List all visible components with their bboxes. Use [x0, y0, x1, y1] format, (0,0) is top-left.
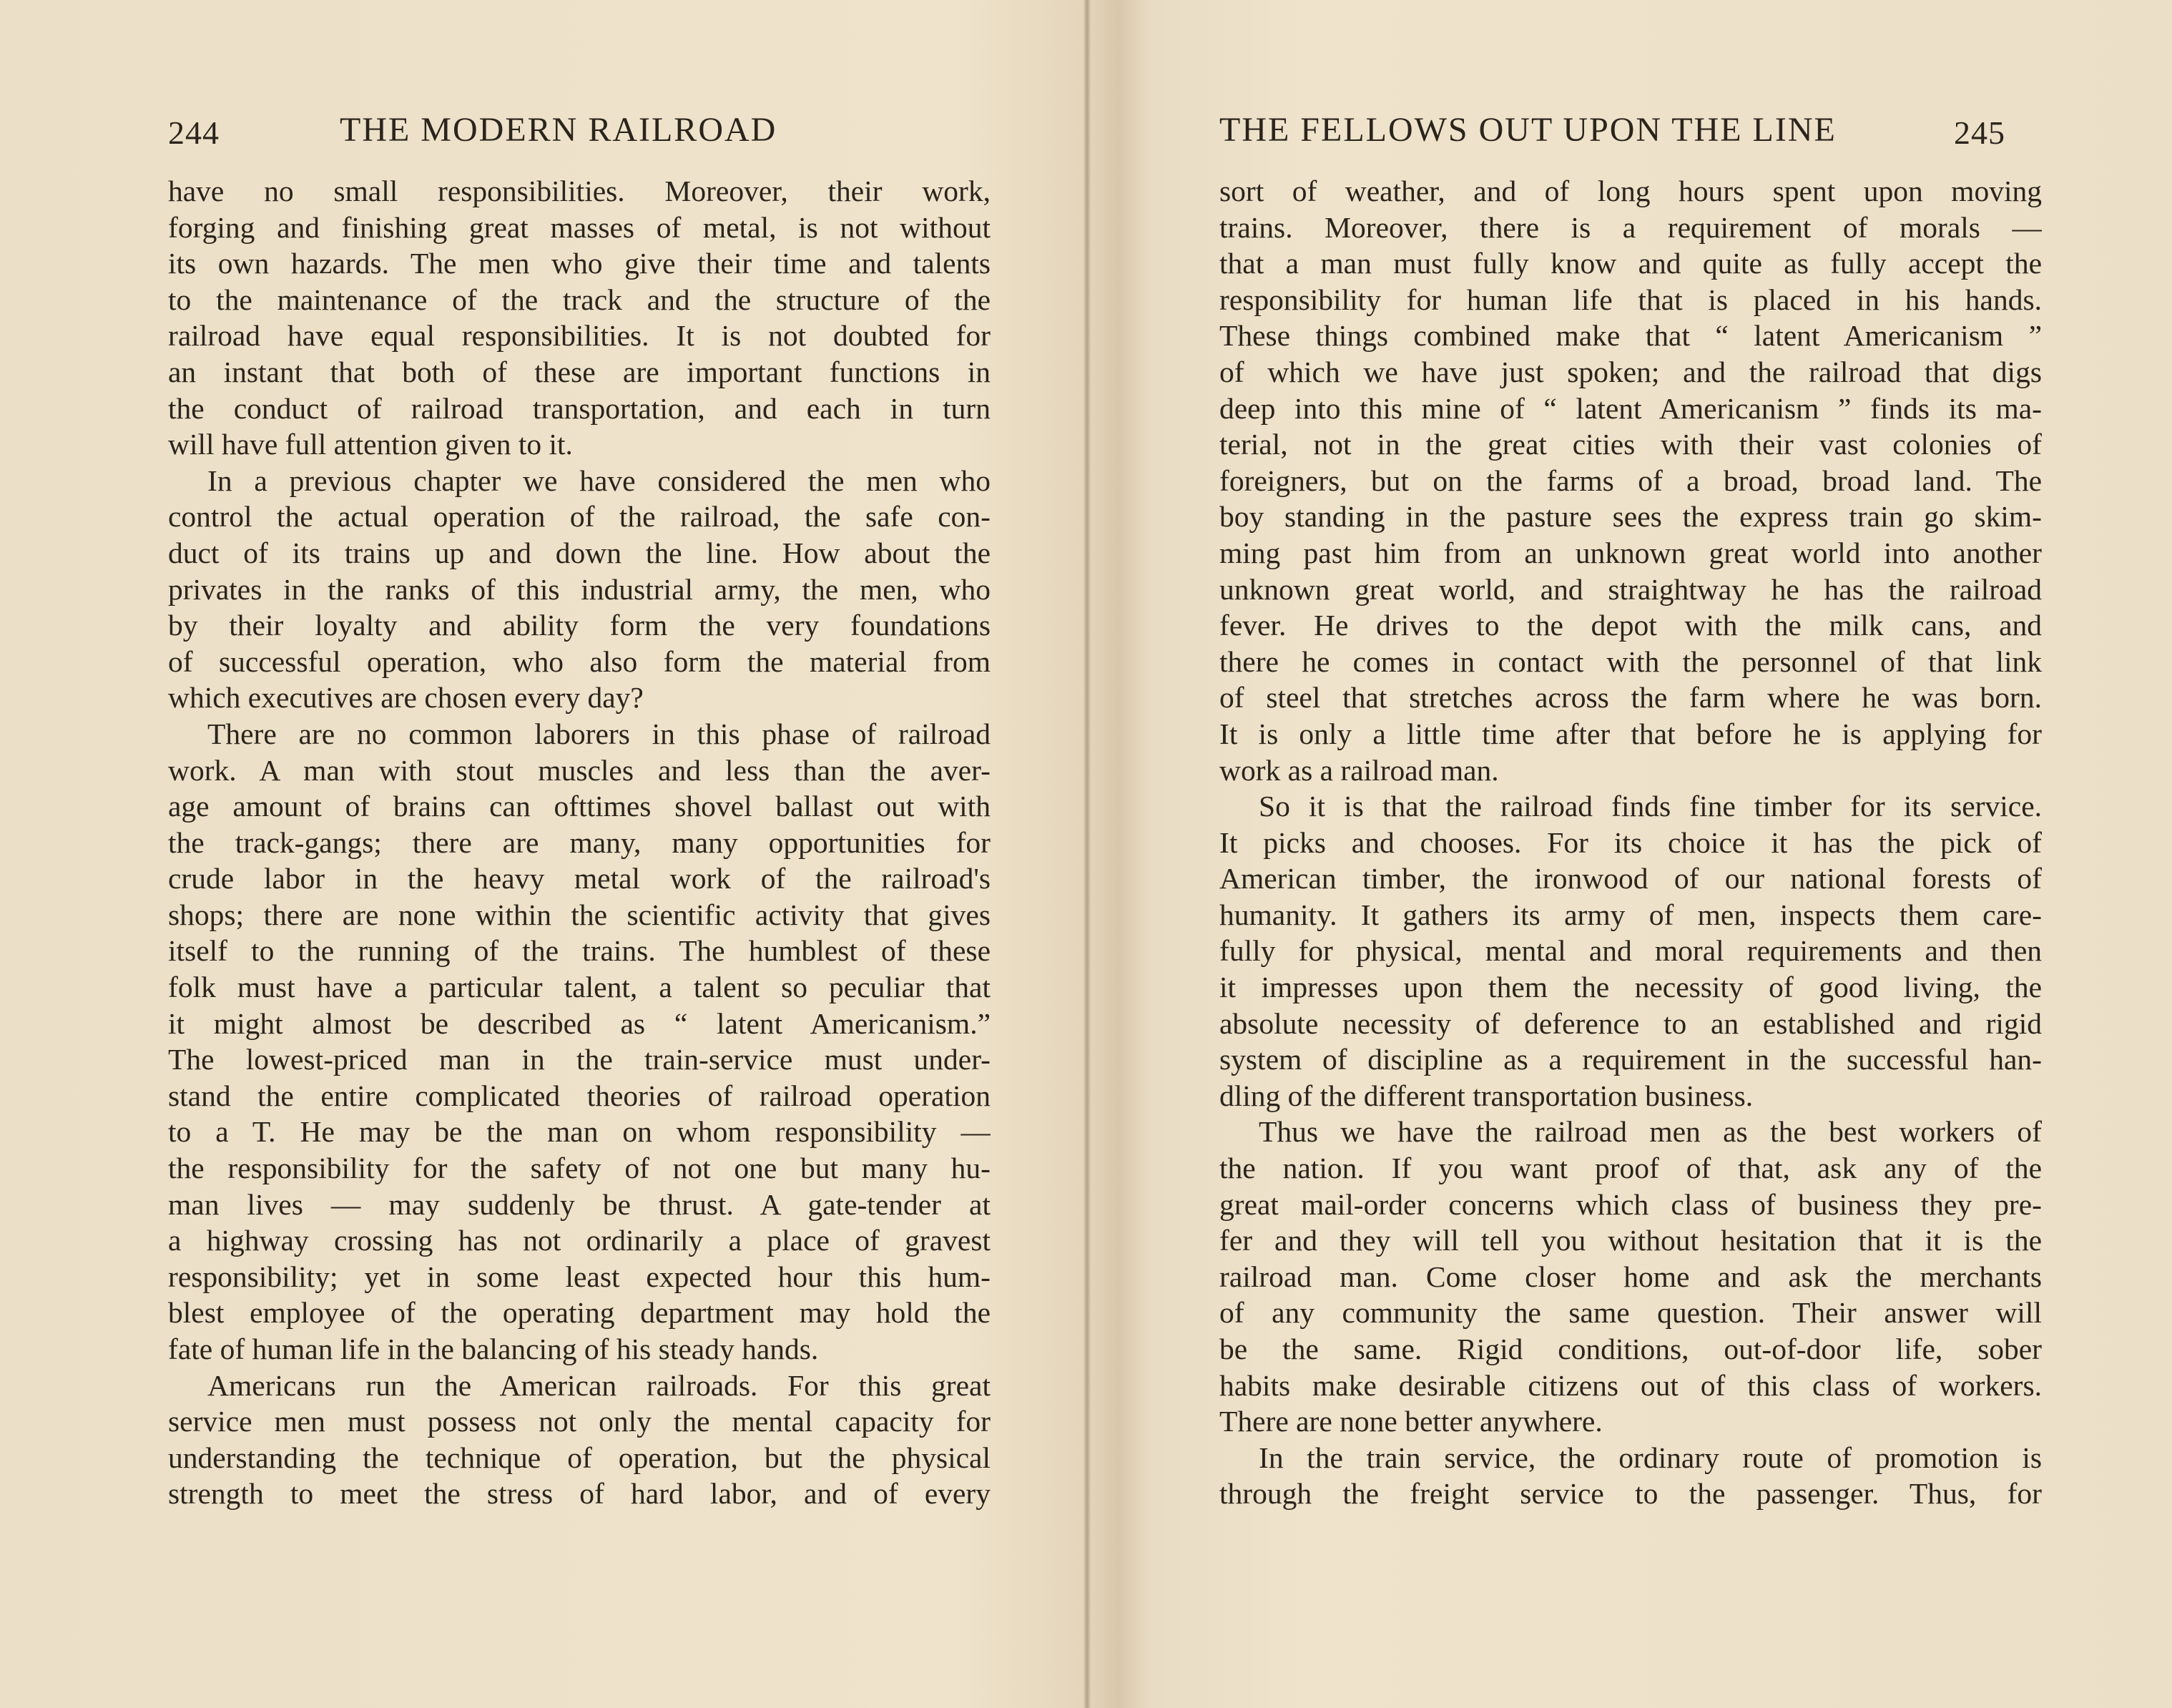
text-line: The lowest-priced man in the train-service must under-	[168, 1043, 991, 1076]
text-line: have no small responsibilities. Moreover, their work,	[168, 175, 991, 207]
left-page-number: 244	[168, 114, 220, 151]
text-line: age amount of brains can ofttimes shovel ballast out with	[168, 790, 991, 823]
text-line: the nation. If you want proof of that, ask any of the	[1219, 1152, 2042, 1185]
text-line: humanity. It gathers its army of men, inspects them care-	[1219, 898, 2042, 931]
text-line: American timber, the ironwood of our national forests of	[1219, 862, 2042, 895]
text-line: duct of its trains up and down the line. How about the	[168, 536, 991, 569]
text-line: dling of the different transportation business.	[1219, 1079, 1754, 1112]
text-line: fer and they will tell you without hesitation that it is the	[1219, 1224, 2042, 1257]
text-line: understanding the technique of operation, but the physical	[168, 1440, 991, 1474]
text-line: work as a railroad man.	[1219, 753, 1499, 787]
text-line: man lives — may suddenly be thrust. A gate-tender at	[168, 1187, 991, 1221]
text-line: It picks and chooses. For its choice it has the pick of	[1219, 825, 2042, 859]
text-line: strength to meet the stress of hard labor, and of every	[168, 1477, 991, 1511]
text-line: railroad have equal responsibilities. It is not doubted for	[168, 319, 991, 353]
text-line: blest employee of the operating department may hold the	[168, 1296, 991, 1330]
text-line: through the freight service to the passenger. Thus, for	[1219, 1477, 2042, 1511]
left-page-header	[168, 107, 991, 153]
left-running-head: THE MODERN RAILROAD	[340, 111, 777, 149]
text-line: crude labor in the heavy metal work of the railroad's	[168, 862, 991, 895]
text-line: itself to the running of the trains. The humblest of these	[168, 934, 991, 968]
right-page	[1091, 0, 2172, 1708]
text-line: by their loyalty and ability form the very foundations	[168, 609, 991, 642]
text-line: of successful operation, who also form the material from	[168, 644, 991, 678]
text-line: which executives are chosen every day?	[168, 681, 644, 715]
text-line: it might almost be described as “ latent Americanism.”	[168, 1006, 991, 1040]
text-line: It is only a little time after that before he is applying for	[1219, 717, 2042, 750]
text-line: In the train service, the ordinary route of promotion is	[1259, 1440, 2042, 1474]
text-line: absolute necessity of deference to an established and rigid	[1219, 1006, 2042, 1040]
text-line: great mail-order concerns which class of business they pre-	[1219, 1187, 2042, 1221]
right-page-body	[1219, 173, 2042, 1512]
text-line: deep into this mine of “ latent Americanism ” finds its ma-	[1219, 391, 2042, 425]
text-line: will have full attention given to it.	[168, 428, 573, 461]
text-line: that a man must fully know and quite as fully accept the	[1219, 247, 2042, 280]
text-line: sort of weather, and of long hours spent upon moving	[1219, 175, 2042, 207]
text-line: to a T. He may be the man on whom responsibility —	[168, 1115, 991, 1149]
text-line: responsibility for human life that is placed in his hands.	[1219, 283, 2042, 316]
text-line: its own hazards. The men who give their time and talents	[168, 247, 991, 280]
right-page-header	[1219, 107, 2042, 153]
text-line: fully for physical, mental and moral requirements and then	[1219, 934, 2042, 968]
text-line: These things combined make that “ latent Americanism ”	[1219, 319, 2042, 353]
text-line: a highway crossing has not ordinarily a place of gravest	[168, 1224, 991, 1257]
text-line: service men must possess not only the mental capacity for	[168, 1405, 991, 1438]
text-line: fever. He drives to the depot with the milk cans, and	[1219, 609, 2042, 642]
text-line: boy standing in the pasture sees the express train go skim-	[1219, 500, 2042, 534]
text-line: the conduct of railroad transportation, and each in turn	[168, 391, 991, 425]
text-line: foreigners, but on the farms of a broad, broad land. The	[1219, 463, 2042, 497]
text-line: Americans run the American railroads. For this great	[207, 1368, 991, 1402]
text-line: of any community the same question. Their answer will	[1219, 1296, 2042, 1330]
text-line: stand the entire complicated theories of railroad operation	[168, 1079, 991, 1112]
text-line: work. A man with stout muscles and less than the aver-	[168, 753, 991, 787]
text-line: control the actual operation of the railroad, the safe con-	[168, 500, 991, 534]
text-line: to the maintenance of the track and the structure of the	[168, 283, 991, 316]
text-line: In a previous chapter we have considered the men who	[207, 463, 991, 497]
left-page	[0, 0, 1083, 1708]
text-line: system of discipline as a requirement in the successful han-	[1219, 1043, 2042, 1076]
text-line: terial, not in the great cities with their vast colonies of	[1219, 428, 2042, 461]
text-line: an instant that both of these are important functions in	[168, 355, 991, 388]
right-page-number: 245	[1954, 114, 2005, 151]
text-line: There are none better anywhere.	[1219, 1405, 1603, 1438]
text-line: be the same. Rigid conditions, out-of-door life, sober	[1219, 1332, 2042, 1365]
text-line: habits make desirable citizens out of this class of workers.	[1219, 1368, 2042, 1402]
text-line: Thus we have the railroad men as the best workers of	[1259, 1115, 2042, 1149]
text-line: folk must have a particular talent, a talent so peculiar that	[168, 971, 991, 1004]
text-line: trains. Moreover, there is a requirement of morals —	[1219, 210, 2042, 244]
text-line: it impresses upon them the necessity of good living, the	[1219, 971, 2042, 1004]
text-line: fate of human life in the balancing of his steady hands.	[168, 1332, 819, 1365]
text-line: of which we have just spoken; and the railroad that digs	[1219, 355, 2042, 388]
text-line: railroad man. Come closer home and ask the merchants	[1219, 1260, 2042, 1293]
text-line: the responsibility for the safety of not one but many hu-	[168, 1152, 991, 1185]
text-line: of steel that stretches across the farm where he was born.	[1219, 681, 2042, 715]
text-line: forging and finishing great masses of metal, is not without	[168, 210, 991, 244]
book-gutter	[1083, 0, 1091, 1708]
text-line: unknown great world, and straightway he has the railroad	[1219, 572, 2042, 606]
text-line: there he comes in contact with the personnel of that link	[1219, 644, 2042, 678]
text-line: privates in the ranks of this industrial army, the men, who	[168, 572, 991, 606]
text-line: shops; there are none within the scientific activity that gives	[168, 898, 991, 931]
text-line: So it is that the railroad finds fine timber for its service.	[1259, 790, 2042, 823]
left-page-body	[168, 173, 991, 1512]
text-line: There are no common laborers in this phase of railroad	[207, 717, 991, 750]
text-line: ming past him from an unknown great world into another	[1219, 536, 2042, 569]
text-line: responsibility; yet in some least expected hour this hum-	[168, 1260, 991, 1293]
right-running-head: THE FELLOWS OUT UPON THE LINE	[1219, 111, 1837, 149]
text-line: the track-gangs; there are many, many opportunities for	[168, 825, 991, 859]
